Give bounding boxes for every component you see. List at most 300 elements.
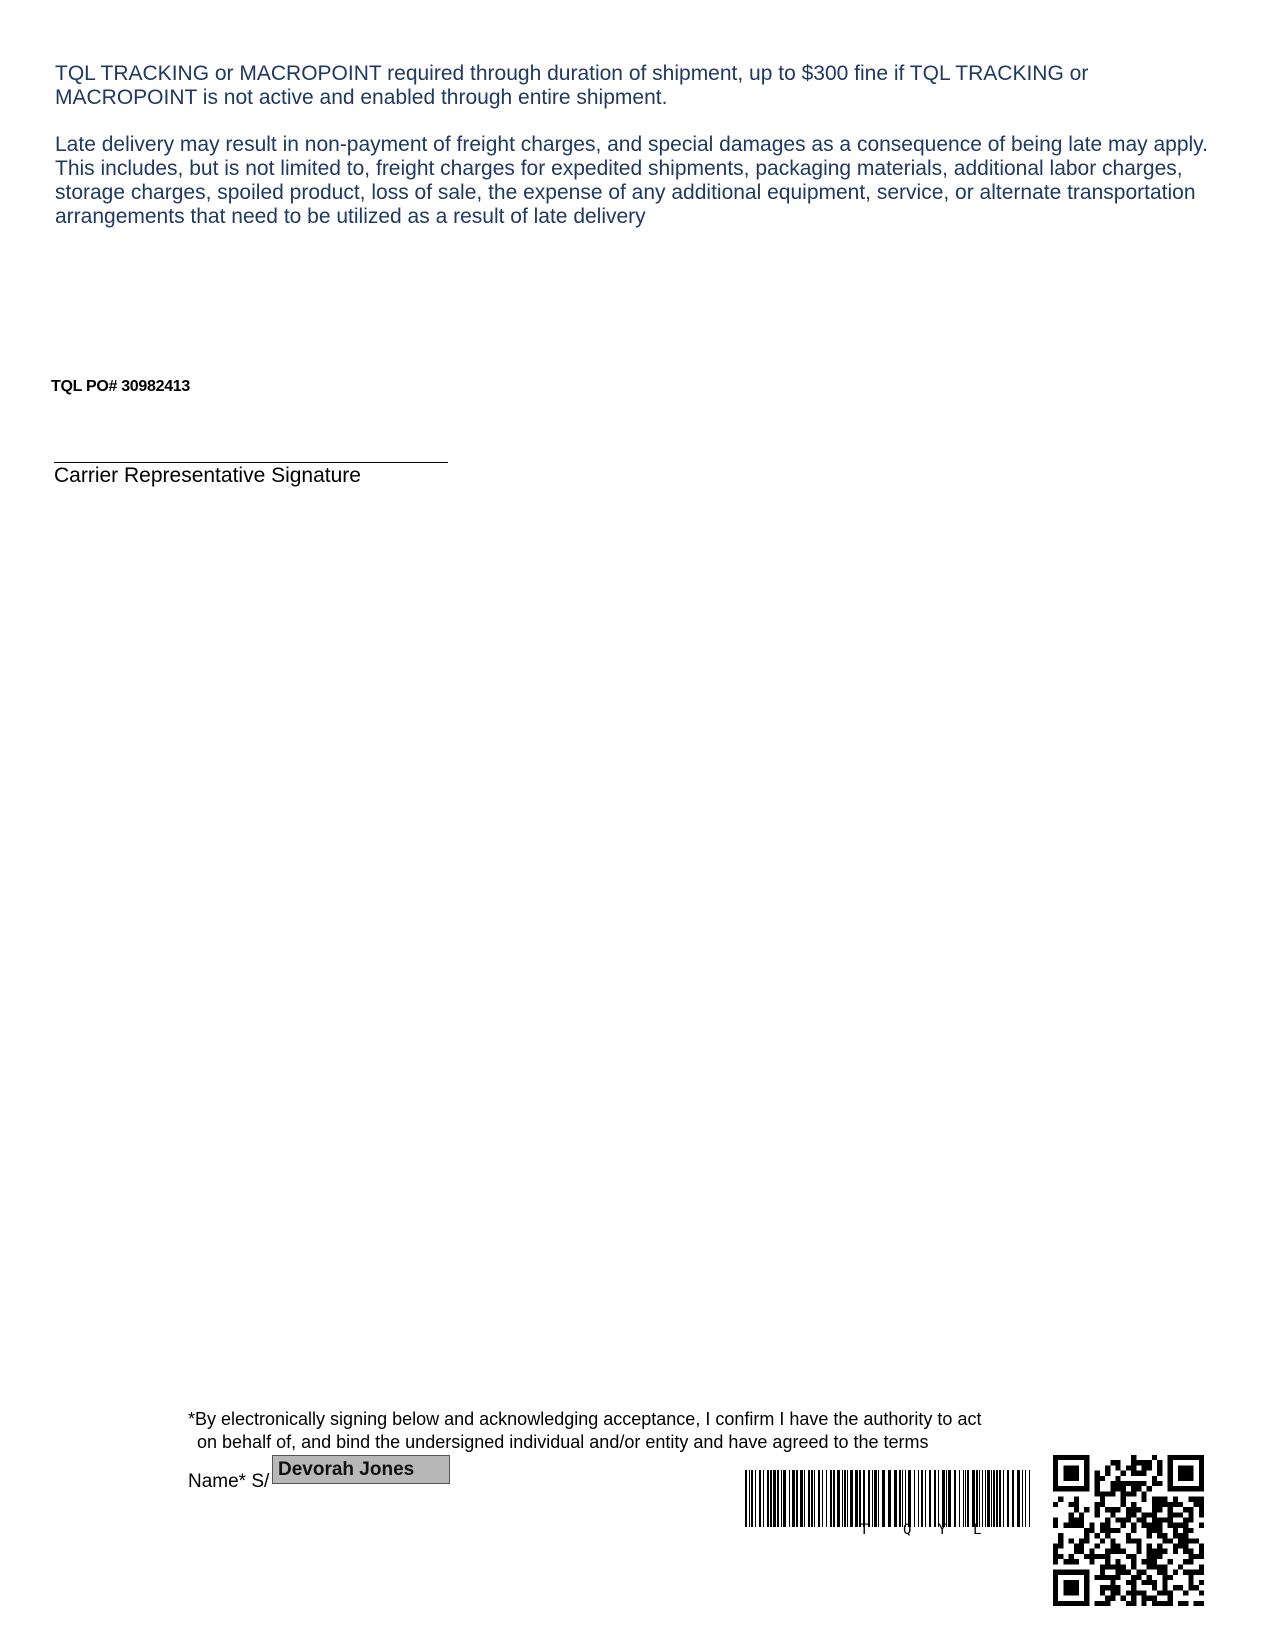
qr-module: [1131, 1481, 1136, 1486]
qr-module: [1183, 1523, 1188, 1528]
qr-module: [1157, 1481, 1162, 1486]
qr-module: [1126, 1481, 1131, 1486]
qr-module: [1157, 1465, 1162, 1470]
qr-module: [1178, 1601, 1183, 1606]
qr-module: [1095, 1554, 1100, 1559]
qr-module: [1079, 1538, 1084, 1543]
barcode-bar: [755, 1470, 756, 1527]
qr-module: [1105, 1517, 1110, 1522]
qr-module: [1188, 1538, 1193, 1543]
barcode-bar: [830, 1470, 832, 1527]
qr-module: [1100, 1575, 1105, 1580]
qr-module: [1069, 1554, 1074, 1559]
qr-module: [1110, 1460, 1115, 1465]
qr-module: [1121, 1564, 1126, 1569]
qr-module: [1142, 1460, 1147, 1465]
qr-module: [1183, 1590, 1188, 1595]
qr-module: [1183, 1544, 1188, 1549]
qr-module: [1053, 1549, 1058, 1554]
barcode-bar: [967, 1470, 969, 1527]
qr-module: [1053, 1517, 1058, 1522]
esign-consent-line1: *By electronically signing below and acknowledging acceptance, I confirm I have the authority to act: [188, 1409, 982, 1429]
qr-module: [1100, 1564, 1105, 1569]
qr-module: [1115, 1564, 1120, 1569]
qr-module: [1105, 1596, 1110, 1601]
qr-module: [1115, 1559, 1120, 1564]
qr-module: [1168, 1502, 1173, 1507]
qr-module: [1100, 1528, 1105, 1533]
qr-module: [1162, 1502, 1167, 1507]
qr-module: [1173, 1585, 1178, 1590]
qr-module: [1110, 1481, 1115, 1486]
qr-module: [1162, 1538, 1167, 1543]
signature-line: [54, 462, 448, 463]
qr-module: [1105, 1507, 1110, 1512]
qr-module: [1147, 1512, 1152, 1517]
qr-module: [1188, 1528, 1193, 1533]
qr-module: [1074, 1523, 1079, 1528]
qr-module: [1173, 1512, 1178, 1517]
barcode-bar: [855, 1470, 858, 1527]
qr-module: [1079, 1512, 1084, 1517]
barcode-bar: [878, 1470, 879, 1527]
qr-module: [1110, 1486, 1115, 1491]
qr-module: [1136, 1590, 1141, 1595]
qr-module: [1188, 1507, 1193, 1512]
qr-module: [1131, 1580, 1136, 1585]
qr-module: [1058, 1554, 1063, 1559]
qr-module: [1074, 1559, 1079, 1564]
qr-module: [1188, 1512, 1193, 1517]
qr-module: [1152, 1502, 1157, 1507]
qr-module: [1136, 1481, 1141, 1486]
barcode-bar: [767, 1470, 769, 1527]
qr-module: [1089, 1554, 1094, 1559]
qr-module: [1152, 1523, 1157, 1528]
qr-module: [1105, 1554, 1110, 1559]
barcode-bar: [863, 1470, 865, 1527]
barcode-bar: [882, 1470, 885, 1527]
barcode-bar: [868, 1470, 870, 1527]
qr-module: [1136, 1471, 1141, 1476]
qr-module: [1131, 1455, 1136, 1460]
qr-finder: [1063, 1580, 1079, 1596]
qr-module: [1178, 1585, 1183, 1590]
qr-module: [1131, 1502, 1136, 1507]
qr-module: [1173, 1497, 1178, 1502]
qr-module: [1199, 1570, 1204, 1575]
qr-module: [1095, 1481, 1100, 1486]
qr-module: [1105, 1559, 1110, 1564]
qr-module: [1121, 1497, 1126, 1502]
barcode-bar: [749, 1470, 750, 1527]
barcode-bar: [1022, 1470, 1023, 1527]
qr-module: [1142, 1596, 1147, 1601]
barcode-bar: [925, 1470, 926, 1527]
qr-module: [1147, 1533, 1152, 1538]
qr-module: [1178, 1538, 1183, 1543]
qr-module: [1142, 1465, 1147, 1470]
qr-module: [1089, 1549, 1094, 1554]
esign-consent-line2: on behalf of, and bind the undersigned individual and/or entity and have agreed to the terms: [197, 1432, 929, 1452]
qr-module: [1168, 1575, 1173, 1580]
qr-module: [1194, 1570, 1199, 1575]
barcode-bar: [1025, 1470, 1026, 1527]
barcode-bar: [999, 1470, 1001, 1527]
qr-module: [1110, 1596, 1115, 1601]
qr-module: [1131, 1601, 1136, 1606]
qr-module: [1183, 1538, 1188, 1543]
barcode-bar: [811, 1470, 813, 1527]
qr-module: [1136, 1570, 1141, 1575]
qr-module: [1126, 1554, 1131, 1559]
barcode-bar: [993, 1470, 995, 1527]
qr-module: [1157, 1507, 1162, 1512]
barcode-bar: [918, 1470, 919, 1527]
barcode-bar: [800, 1470, 803, 1527]
qr-module: [1115, 1570, 1120, 1575]
barcode-bar: [908, 1470, 911, 1527]
qr-module: [1115, 1507, 1120, 1512]
barcode-char: Y: [938, 1522, 947, 1538]
qr-finder: [1178, 1465, 1194, 1481]
qr-module: [1136, 1549, 1141, 1554]
barcode-bar: [894, 1470, 897, 1527]
qr-module: [1147, 1580, 1152, 1585]
qr-module: [1110, 1538, 1115, 1543]
qr-module: [1157, 1554, 1162, 1559]
barcode-bar: [833, 1470, 835, 1527]
qr-module: [1089, 1523, 1094, 1528]
barcode-bar: [959, 1470, 960, 1527]
qr-module: [1074, 1507, 1079, 1512]
qr-module: [1131, 1596, 1136, 1601]
barcode-bar: [954, 1470, 956, 1527]
qr-module: [1173, 1549, 1178, 1554]
qr-module: [1136, 1517, 1141, 1522]
qr-module: [1089, 1528, 1094, 1533]
qr-module: [1183, 1533, 1188, 1538]
barcode-bar: [850, 1470, 853, 1527]
qr-module: [1131, 1465, 1136, 1470]
qr-module: [1188, 1559, 1193, 1564]
barcode-bar: [1003, 1470, 1004, 1527]
qr-finder: [1063, 1465, 1079, 1481]
qr-module: [1194, 1585, 1199, 1590]
qr-module: [1121, 1491, 1126, 1496]
qr-module: [1194, 1538, 1199, 1543]
qr-module: [1115, 1476, 1120, 1481]
qr-module: [1162, 1517, 1167, 1522]
qr-module: [1199, 1497, 1204, 1502]
qr-module: [1100, 1502, 1105, 1507]
qr-module: [1095, 1575, 1100, 1580]
qr-module: [1199, 1502, 1204, 1507]
qr-code: [1053, 1455, 1204, 1606]
qr-module: [1131, 1575, 1136, 1580]
qr-module: [1142, 1471, 1147, 1476]
qr-module: [1110, 1575, 1115, 1580]
qr-module: [1095, 1502, 1100, 1507]
qr-module: [1063, 1559, 1068, 1564]
qr-module: [1162, 1549, 1167, 1554]
qr-module: [1053, 1544, 1058, 1549]
qr-module: [1147, 1559, 1152, 1564]
qr-module: [1157, 1528, 1162, 1533]
qr-module: [1142, 1559, 1147, 1564]
qr-module: [1115, 1590, 1120, 1595]
qr-module: [1157, 1590, 1162, 1595]
qr-module: [1199, 1601, 1204, 1606]
qr-module: [1157, 1601, 1162, 1606]
qr-module: [1126, 1580, 1131, 1585]
qr-module: [1095, 1471, 1100, 1476]
qr-module: [1152, 1549, 1157, 1554]
barcode-bar: [996, 1470, 998, 1527]
qr-module: [1194, 1601, 1199, 1606]
qr-module: [1084, 1554, 1089, 1559]
qr-module: [1142, 1580, 1147, 1585]
qr-module: [1152, 1564, 1157, 1569]
qr-module: [1142, 1590, 1147, 1595]
qr-module: [1188, 1585, 1193, 1590]
qr-module: [1110, 1549, 1115, 1554]
barcode-bar: [804, 1470, 805, 1527]
qr-module: [1089, 1559, 1094, 1564]
qr-module: [1136, 1544, 1141, 1549]
qr-module: [1142, 1481, 1147, 1486]
qr-module: [1142, 1491, 1147, 1496]
qr-module: [1100, 1497, 1105, 1502]
qr-module: [1069, 1517, 1074, 1522]
esign-consent: [188, 1408, 981, 1454]
qr-module: [1173, 1570, 1178, 1575]
qr-module: [1147, 1523, 1152, 1528]
qr-module: [1147, 1544, 1152, 1549]
barcode-bar: [770, 1470, 772, 1527]
qr-module: [1063, 1523, 1068, 1528]
qr-module: [1069, 1512, 1074, 1517]
qr-module: [1058, 1544, 1063, 1549]
qr-module: [1152, 1476, 1157, 1481]
qr-module: [1115, 1528, 1120, 1533]
qr-module: [1105, 1465, 1110, 1470]
qr-module: [1162, 1585, 1167, 1590]
qr-module: [1084, 1533, 1089, 1538]
qr-module: [1178, 1523, 1183, 1528]
qr-module: [1105, 1549, 1110, 1554]
qr-module: [1095, 1533, 1100, 1538]
qr-module: [1126, 1512, 1131, 1517]
barcode-bar: [759, 1470, 761, 1527]
qr-module: [1058, 1497, 1063, 1502]
qr-module: [1168, 1538, 1173, 1543]
barcode: [745, 1470, 1030, 1527]
qr-module: [1152, 1517, 1157, 1522]
qr-module: [1157, 1533, 1162, 1538]
name-label: Name* S/: [188, 1471, 270, 1492]
qr-module: [1105, 1491, 1110, 1496]
qr-module: [1142, 1517, 1147, 1522]
barcode-bar: [1012, 1470, 1014, 1527]
qr-module: [1168, 1517, 1173, 1522]
qr-module: [1157, 1471, 1162, 1476]
qr-module: [1079, 1523, 1084, 1528]
barcode-bar: [745, 1470, 747, 1527]
qr-module: [1147, 1549, 1152, 1554]
qr-module: [1079, 1517, 1084, 1522]
barcode-bar: [814, 1470, 815, 1527]
qr-module: [1105, 1528, 1110, 1533]
qr-module: [1136, 1486, 1141, 1491]
barcode-bar: [976, 1470, 978, 1527]
qr-module: [1074, 1502, 1079, 1507]
qr-module: [1126, 1533, 1131, 1538]
barcode-bar: [773, 1470, 776, 1527]
qr-module: [1173, 1528, 1178, 1533]
qr-module: [1105, 1523, 1110, 1528]
qr-module: [1173, 1523, 1178, 1528]
late-delivery-terms: Late delivery may result in non-payment of freight charges, and special damages as a consequence of being late may apply. This includes, but is not limited to, freight charges for expedited shipments, packaging materials, additional labor charges, storage charges, spoiled product, loss of sale, the expense of any additional equipment, service, or alternate transportation arrangements that need to be utilized as a result of late delivery: [55, 133, 1208, 228]
qr-module: [1178, 1512, 1183, 1517]
barcode-bar: [777, 1470, 779, 1527]
qr-module: [1110, 1507, 1115, 1512]
qr-module: [1199, 1512, 1204, 1517]
qr-module: [1100, 1523, 1105, 1528]
qr-module: [1069, 1559, 1074, 1564]
qr-module: [1069, 1523, 1074, 1528]
qr-module: [1110, 1528, 1115, 1533]
qr-module: [1142, 1523, 1147, 1528]
barcode-bar: [844, 1470, 846, 1527]
qr-module: [1162, 1590, 1167, 1595]
qr-module: [1126, 1601, 1131, 1606]
qr-module: [1147, 1486, 1152, 1491]
qr-module: [1162, 1533, 1167, 1538]
barcode-char: L: [973, 1522, 982, 1538]
qr-module: [1110, 1512, 1115, 1517]
qr-module: [1105, 1575, 1110, 1580]
barcode-char: T: [860, 1522, 869, 1538]
barcode-bar: [902, 1470, 903, 1527]
qr-module: [1115, 1486, 1120, 1491]
qr-module: [1100, 1491, 1105, 1496]
qr-module: [1110, 1491, 1115, 1496]
qr-module: [1168, 1512, 1173, 1517]
qr-module: [1157, 1460, 1162, 1465]
qr-module: [1152, 1528, 1157, 1533]
qr-module: [1121, 1549, 1126, 1554]
barcode-bar: [808, 1470, 810, 1527]
qr-module: [1121, 1523, 1126, 1528]
qr-module: [1126, 1517, 1131, 1522]
barcode-bar: [872, 1470, 873, 1527]
qr-module: [1079, 1549, 1084, 1554]
qr-module: [1152, 1585, 1157, 1590]
qr-module: [1110, 1585, 1115, 1590]
qr-module: [1162, 1601, 1167, 1606]
qr-module: [1105, 1533, 1110, 1538]
qr-module: [1136, 1507, 1141, 1512]
qr-module: [1142, 1497, 1147, 1502]
qr-module: [1121, 1517, 1126, 1522]
qr-module: [1100, 1554, 1105, 1559]
barcode-bar: [929, 1470, 931, 1527]
qr-module: [1105, 1471, 1110, 1476]
qr-module: [1115, 1517, 1120, 1522]
qr-module: [1115, 1549, 1120, 1554]
qr-module: [1121, 1596, 1126, 1601]
qr-module: [1183, 1559, 1188, 1564]
qr-module: [1100, 1476, 1105, 1481]
barcode-bar: [948, 1470, 951, 1527]
qr-module: [1053, 1554, 1058, 1559]
qr-module: [1162, 1564, 1167, 1569]
qr-module: [1100, 1538, 1105, 1543]
qr-module: [1162, 1580, 1167, 1585]
barcode-bar: [899, 1470, 901, 1527]
qr-module: [1131, 1512, 1136, 1517]
qr-module: [1142, 1601, 1147, 1606]
qr-module: [1100, 1585, 1105, 1590]
qr-module: [1199, 1580, 1204, 1585]
qr-module: [1157, 1544, 1162, 1549]
barcode-bar: [991, 1470, 992, 1527]
signature-label: Carrier Representative Signature: [54, 464, 361, 487]
qr-module: [1183, 1570, 1188, 1575]
qr-module: [1058, 1533, 1063, 1538]
qr-module: [1194, 1554, 1199, 1559]
qr-module: [1115, 1481, 1120, 1486]
qr-module: [1199, 1523, 1204, 1528]
qr-module: [1095, 1512, 1100, 1517]
qr-module: [1110, 1544, 1115, 1549]
qr-module: [1168, 1596, 1173, 1601]
qr-module: [1105, 1601, 1110, 1606]
qr-module: [1115, 1585, 1120, 1590]
name-signature-field[interactable]: Devorah Jones: [272, 1455, 450, 1484]
qr-module: [1188, 1549, 1193, 1554]
qr-module: [1178, 1533, 1183, 1538]
qr-module: [1194, 1502, 1199, 1507]
barcode-bar: [826, 1470, 827, 1527]
qr-module: [1183, 1517, 1188, 1522]
qr-module: [1131, 1564, 1136, 1569]
qr-module: [1053, 1502, 1058, 1507]
qr-module: [1131, 1491, 1136, 1496]
qr-module: [1131, 1538, 1136, 1543]
qr-module: [1131, 1590, 1136, 1595]
qr-module: [1199, 1564, 1204, 1569]
qr-module: [1110, 1580, 1115, 1585]
qr-module: [1100, 1590, 1105, 1595]
qr-module: [1194, 1497, 1199, 1502]
qr-module: [1188, 1580, 1193, 1585]
qr-module: [1100, 1601, 1105, 1606]
barcode-bar: [934, 1470, 936, 1527]
qr-module: [1147, 1554, 1152, 1559]
barcode-char: Q: [903, 1522, 912, 1538]
qr-module: [1162, 1497, 1167, 1502]
qr-module: [1152, 1601, 1157, 1606]
qr-module: [1168, 1590, 1173, 1595]
qr-module: [1199, 1544, 1204, 1549]
qr-module: [1183, 1549, 1188, 1554]
qr-module: [1074, 1517, 1079, 1522]
qr-module: [1162, 1575, 1167, 1580]
qr-module: [1162, 1570, 1167, 1575]
barcode-bar: [982, 1470, 983, 1527]
